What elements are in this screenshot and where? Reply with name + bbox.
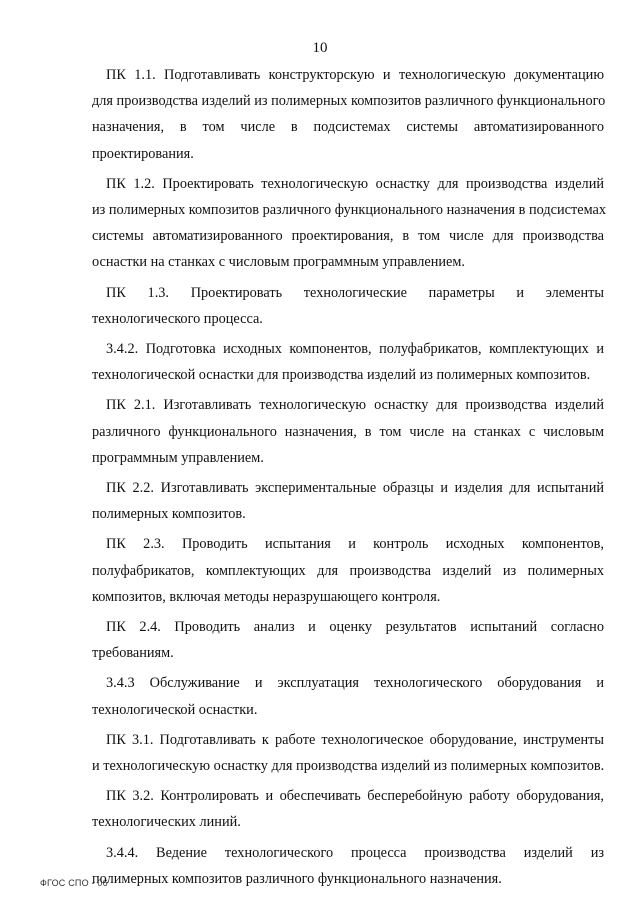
paragraph-pk-1-1 <box>92 62 604 167</box>
paragraph-line: 3.4.2. Подготовка исходных компонентов, полуфабрикатов, комплектующих и <box>106 341 604 358</box>
paragraph-pk-1-3 <box>92 280 604 332</box>
paragraph-line: требованиям. <box>92 645 174 662</box>
paragraph-line: различного функционального назначения, в том числе на станках с числовым <box>92 423 604 440</box>
paragraph-line: полимерных композитов. <box>92 506 246 523</box>
paragraph-line: ПК 3.1. Подготавливать к работе технологическое оборудование, инструменты <box>106 731 604 748</box>
paragraph-line: ПК 1.2. Проектировать технологическую оснастку для производства изделий <box>106 175 604 192</box>
paragraph-line: программным управлением. <box>92 449 264 466</box>
paragraph-line: 3.4.4. Ведение технологического процесса производства изделий из <box>106 844 604 861</box>
footer-document-code: ФГОС СПО - 06 <box>40 878 108 888</box>
paragraph-line: ПК 2.3. Проводить испытания и контроль исходных компонентов, <box>106 536 604 553</box>
paragraph-line: композитов, включая методы неразрушающего контроля. <box>92 588 441 605</box>
paragraph-line: ПК 2.4. Проводить анализ и оценку результатов испытаний согласно <box>106 619 604 636</box>
paragraph-line: из полимерных композитов различного функционального назначения в подсистемах <box>92 202 607 219</box>
paragraph-pk-2-2 <box>92 475 604 527</box>
paragraph-section-3-4-3 <box>92 670 604 722</box>
paragraph-line: полимерных композитов различного функционального назначения. <box>92 870 502 887</box>
paragraph-pk-2-4 <box>92 614 604 666</box>
page-number: 10 <box>312 40 328 56</box>
paragraph-line: системы автоматизированного проектирования, в том числе для производства <box>92 228 604 245</box>
paragraph-line: проектирования. <box>92 145 194 162</box>
paragraph-line: технологических линий. <box>92 814 241 831</box>
paragraph-line: для производства изделий из полимерных композитов различного функционального <box>92 93 606 110</box>
paragraph-line: назначения, в том числе в подсистемах системы автоматизированного <box>92 119 604 136</box>
paragraph-line: полуфабрикатов, комплектующих для производства изделий из полимерных <box>92 562 604 579</box>
paragraph-line: технологического процесса. <box>92 310 263 327</box>
paragraph-pk-3-1 <box>92 727 604 779</box>
paragraph-line: технологической оснастки. <box>92 701 258 718</box>
paragraph-line: оснастки на станках с числовым программным управлением. <box>92 254 465 271</box>
document-body <box>92 62 607 892</box>
paragraph-section-3-4-2 <box>92 336 604 388</box>
paragraph-line: ПК 1.1. Подготавливать конструкторскую и технологическую документацию <box>106 67 604 83</box>
paragraph-pk-3-2 <box>92 783 604 835</box>
paragraph-line: ПК 2.2. Изготавливать экспериментальные образцы и изделия для испытаний <box>106 480 604 497</box>
paragraph-section-3-4-4 <box>92 840 604 892</box>
paragraph-pk-2-3 <box>92 531 604 610</box>
paragraph-line: ПК 2.1. Изготавливать технологическую оснастку для производства изделий <box>106 397 604 414</box>
paragraph-pk-2-1 <box>92 392 604 471</box>
paragraph-pk-1-2 <box>92 171 607 276</box>
paragraph-line: 3.4.3 Обслуживание и эксплуатация технологического оборудования и <box>106 675 604 692</box>
paragraph-line: и технологическую оснастку для производства изделий из полимерных композитов. <box>92 758 605 775</box>
paragraph-line: технологической оснастки для производства изделий из полимерных композитов. <box>92 367 591 384</box>
paragraph-line: ПК 3.2. Контролировать и обеспечивать бесперебойную работу оборудования, <box>106 788 604 805</box>
paragraph-line: ПК 1.3. Проектировать технологические параметры и элементы <box>106 284 604 301</box>
